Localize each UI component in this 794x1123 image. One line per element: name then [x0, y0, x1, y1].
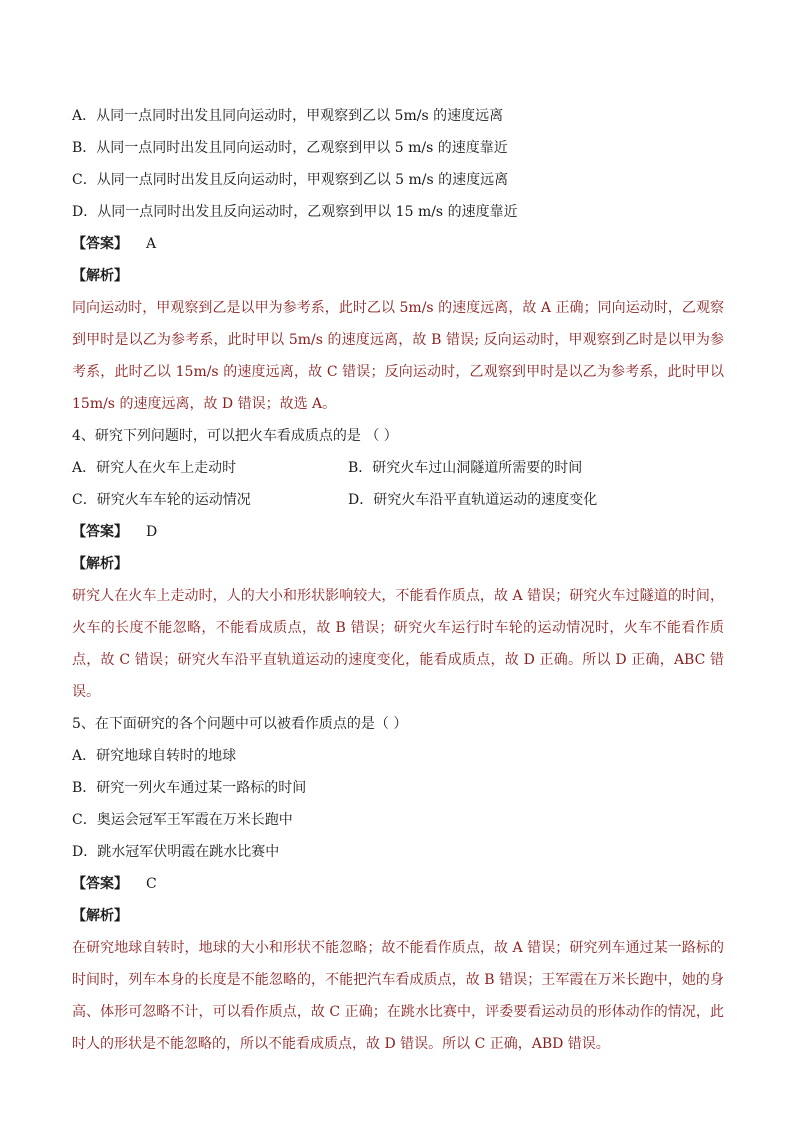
q4-options-row-2: [72, 484, 724, 516]
q3-option-b: B．从同一点同时出发且同向运动时，乙观察到甲以 5 m/s 的速度靠近: [72, 140, 508, 156]
answer-value: A: [146, 236, 157, 252]
answer-label: 【答案】: [72, 876, 128, 892]
q4-answer: [72, 516, 724, 548]
answer-label: 【答案】: [72, 524, 128, 540]
q3-option-d: D．从同一点同时出发且反向运动时，乙观察到甲以 15 m/s 的速度靠近: [72, 204, 518, 220]
q3-option-c: C．从同一点同时出发且反向运动时，甲观察到乙以 5 m/s 的速度远离: [72, 172, 509, 188]
q4-option-a: A．研究人在火车上走动时: [72, 460, 237, 476]
q4-analysis: 研究人在火车上走动时，人的大小和形状影响较大，不能看作质点，故 A 错误；研究火车过隧道的时间，火车的长度不能忽略，不能看成质点，故 B 错误；研究火车运行时车轮的运动情况时，火车不能看作质点，故 C 错误；研究火车沿平直轨道运动的速度变化，能看成质点，故 D 正确。所以 D 正确，ABC 错误。: [72, 588, 724, 700]
answer-value: D: [146, 524, 158, 540]
q5-analysis-label: 【解析】: [72, 908, 128, 924]
q4-analysis-label: 【解析】: [72, 556, 128, 572]
q4-option-c: C．研究火车车轮的运动情况: [72, 492, 251, 508]
answer-label: 【答案】: [72, 236, 128, 252]
q4-options-row-1: [72, 452, 724, 484]
q5-option-a: A．研究地球自转时的地球: [72, 748, 237, 764]
q5-stem: 5、在下面研究的各个问题中可以被看作质点的是（ ）: [72, 716, 408, 732]
q4-option-b: B．研究火车过山洞隧道所需要的时间: [348, 460, 583, 476]
q5-answer: [72, 868, 724, 900]
q4-option-d: D．研究火车沿平直轨道运动的速度变化: [348, 492, 598, 508]
q4-stem: 4、研究下列问题时，可以把火车看成质点的是 （ ）: [72, 428, 398, 444]
q3-answer: [72, 228, 724, 260]
q5-analysis: 在研究地球自转时，地球的大小和形状不能忽略；故不能看作质点，故 A 错误；研究列车通过某一路标的时间时，列车本身的长度是不能忽略的，不能把汽车看成质点，故 B 错误；王军霞在万米长跑中，她的身高、体形可忽略不计，可以看作质点，故 C 正确；在跳水比赛中，评委要看运动员的形体动作的情况，此时人的形状是不能忽略的，所以不能看成质点，故 D 错误。所以 C 正确，ABD 错误。: [72, 940, 724, 1052]
q3-analysis: 同向运动时，甲观察到乙是以甲为参考系，此时乙以 5m/s 的速度远离，故 A 正确；同向运动时，乙观察到甲时是以乙为参考系，此时甲以 5m/s 的速度远离，故 B 错误; 反向运动时，甲观察到乙时是以甲为参考系，此时乙以 15m/s 的速度远离，故 C 错误；反向运动时，乙观察到甲时是以乙为参考系，此时甲以 15m/s 的速度远离，故 D 错误；故选 A。: [72, 300, 724, 412]
q3-option-a: A．从同一点同时出发且同向运动时，甲观察到乙以 5m/s 的速度远离: [72, 108, 504, 124]
q5-option-b: B．研究一列火车通过某一路标的时间: [72, 780, 307, 796]
answer-value: C: [146, 876, 157, 892]
q5-option-d: D．跳水冠军伏明霞在跳水比赛中: [72, 844, 280, 860]
document-page: [72, 100, 724, 1060]
q3-analysis-label: 【解析】: [72, 268, 128, 284]
q5-option-c: C．奥运会冠军王军霞在万米长跑中: [72, 812, 293, 828]
